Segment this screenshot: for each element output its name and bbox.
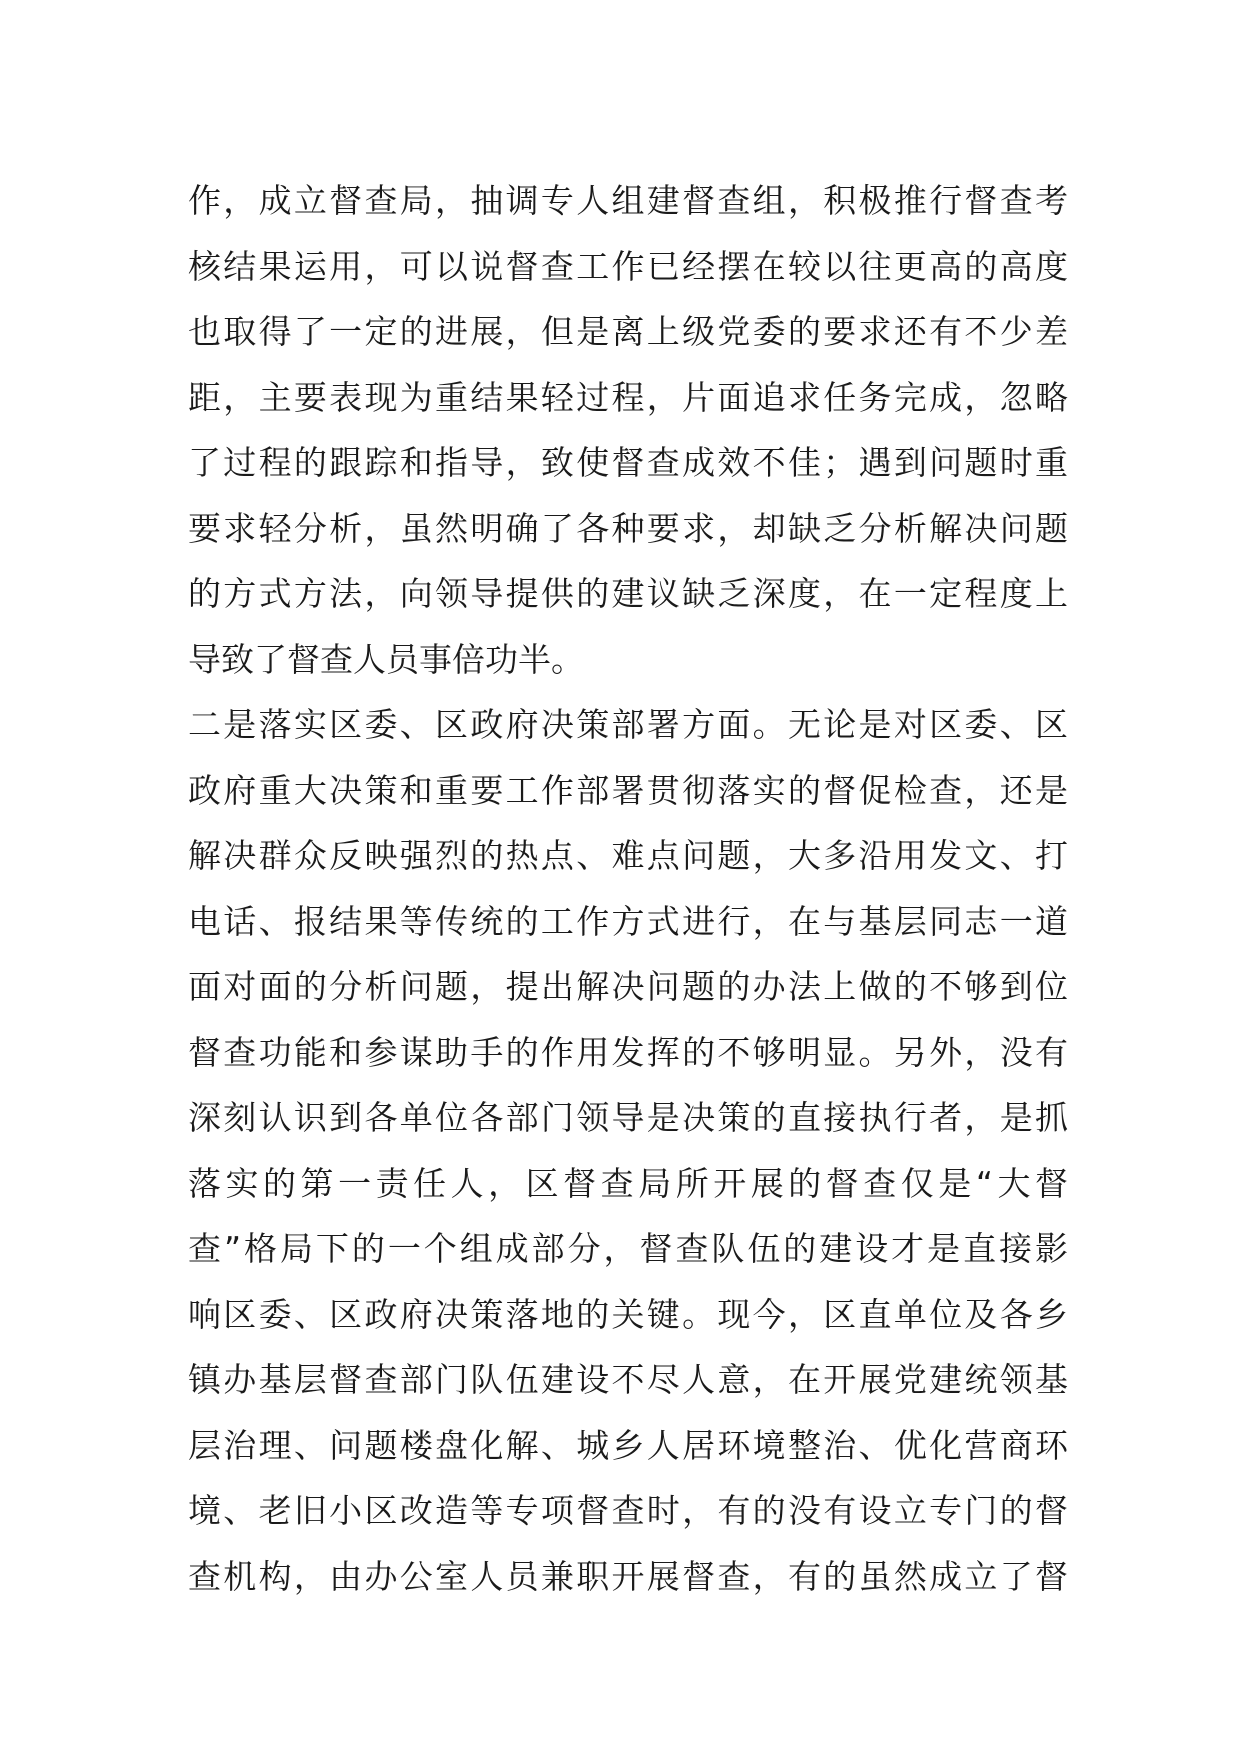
body-text (188, 168, 1068, 1609)
text-line: 查机构，由办公室人员兼职开展督查，有的虽然成立了督 (188, 1556, 1068, 1596)
text-line: 距，主要表现为重结果轻过程，片面追求任务完成，忽略 (188, 377, 1068, 417)
text-line: 响区委、区政府决策落地的关键。现今，区直单位及各乡 (188, 1294, 1068, 1334)
text-line: 也取得了一定的进展，但是离上级党委的要求还有不少差 (188, 312, 1068, 351)
text-line: 导致了督查人员事倍功半。 (188, 639, 584, 679)
text-line: 政府重大决策和重要工作部署贯彻落实的督促检查，还是 (188, 770, 1068, 810)
text-line: 境、老旧小区改造等专项督查时，有的没有设立专门的督 (188, 1491, 1068, 1530)
text-line: 层治理、问题楼盘化解、城乡人居环境整治、优化营商环 (188, 1425, 1068, 1465)
text-line: 电话、报结果等传统的工作方式进行，在与基层同志一道 (188, 901, 1068, 941)
text-line: 核结果运用，可以说督查工作已经摆在较以往更高的高度 (188, 246, 1068, 286)
text-line: 督查功能和参谋助手的作用发挥的不够明显。另外，没有 (188, 1032, 1068, 1072)
text-line: 面对面的分析问题，提出解决问题的办法上做的不够到位 (188, 967, 1068, 1006)
text-line: 要求轻分析，虽然明确了各种要求，却缺乏分析解决问题 (188, 508, 1068, 548)
text-line: 的方式方法，向领导提供的建议缺乏深度，在一定程度上 (188, 574, 1068, 613)
text-line: 查”格局下的一个组成部分，督查队伍的建设才是直接影 (188, 1229, 1068, 1268)
text-line: 镇办基层督查部门队伍建设不尽人意，在开展党建统领基 (188, 1360, 1068, 1399)
text-line: 了过程的跟踪和指导，致使督查成效不佳；遇到问题时重 (188, 443, 1068, 482)
text-line: 解决群众反映强烈的热点、难点问题，大多沿用发文、打 (188, 836, 1068, 875)
text-line: 作，成立督查局，抽调专人组建督查组，积极推行督查考 (188, 181, 1068, 220)
text-line: 落实的第一责任人，区督查局所开展的督查仅是“大督 (188, 1163, 1068, 1203)
text-line: 二是落实区委、区政府决策部署方面。无论是对区委、区 (188, 705, 1068, 744)
text-line: 深刻认识到各单位各部门领导是决策的直接执行者，是抓 (188, 1098, 1068, 1137)
